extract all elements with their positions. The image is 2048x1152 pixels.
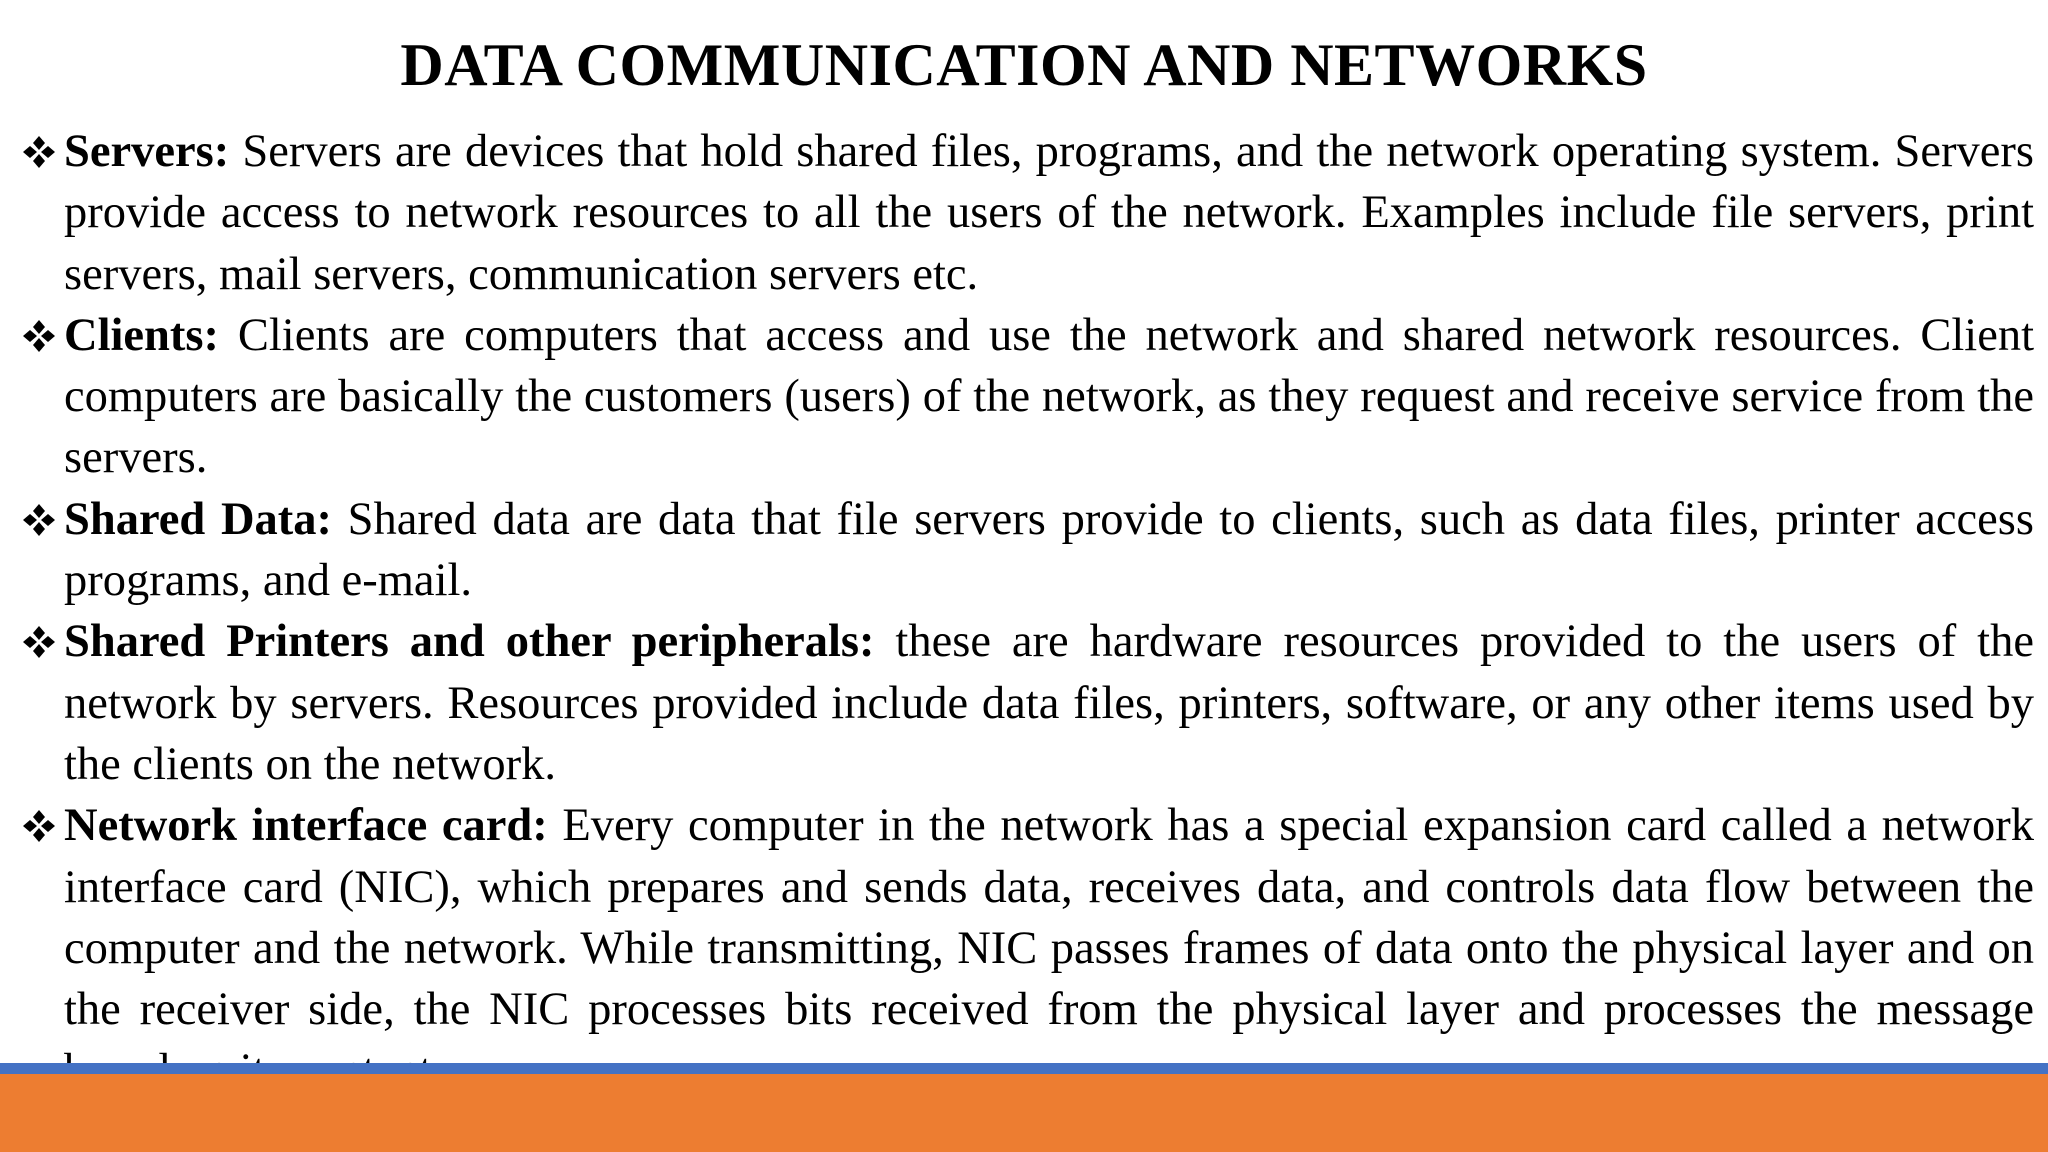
four-diamond-bullet-icon bbox=[22, 503, 56, 537]
bullet-text: Servers are devices that hold shared files, programs, and the network operating system. Servers provide access to network resources to all the users of the network. Examples include file servers, print servers, mail servers, communication servers etc. bbox=[64, 126, 2034, 300]
four-diamond-bullet-icon bbox=[22, 625, 56, 659]
bullet-term: Clients: bbox=[64, 309, 219, 361]
bullet-item-servers bbox=[22, 121, 2034, 305]
bullet-text: Shared data are data that file servers provide to clients, such as data files, printer access programs, and e-mail. bbox=[64, 493, 2034, 607]
four-diamond-bullet-icon bbox=[22, 809, 56, 843]
bullet-term: Servers: bbox=[64, 126, 230, 177]
bullet-term: Shared Data: bbox=[64, 493, 332, 545]
four-diamond-bullet-icon bbox=[22, 135, 56, 169]
footer-band bbox=[0, 1074, 2048, 1152]
bullet-text: these are hardware resources provided to the users of the network by servers. Resources provided include data files, printers, software, or any other items used by the clients on the network. bbox=[64, 616, 2034, 790]
bullet-text: Every computer in the network has a special expansion card called a network interface card (NIC), which prepares and sends data, receives data, and controls data flow between the computer and the network. While transmitting, NIC passes frames of data onto the physical layer and on the receiver side, the NIC processes bits received from the physical layer and processes the message bbox=[64, 800, 2034, 1036]
bullet-text: Clients are computers that access and use the network and shared network resources. Client computers are basically the customers (users) of the network, as they request and receive service from the servers. bbox=[64, 309, 2034, 484]
slide-title: DATA COMMUNICATION AND NETWORKS bbox=[400, 32, 1648, 98]
footer-stripe bbox=[0, 1063, 2048, 1074]
bullet-item-network-interface-card bbox=[22, 795, 2034, 1101]
bullet-item-clients bbox=[22, 305, 2034, 489]
bullet-item-shared-printers bbox=[22, 611, 2034, 795]
bullet-term: Network interface card: bbox=[64, 800, 548, 852]
bullet-list bbox=[22, 121, 2034, 1102]
bullet-term: Shared Printers and other peripherals: bbox=[64, 616, 875, 668]
four-diamond-bullet-icon bbox=[22, 319, 56, 353]
bullet-item-shared-data bbox=[22, 489, 2034, 612]
